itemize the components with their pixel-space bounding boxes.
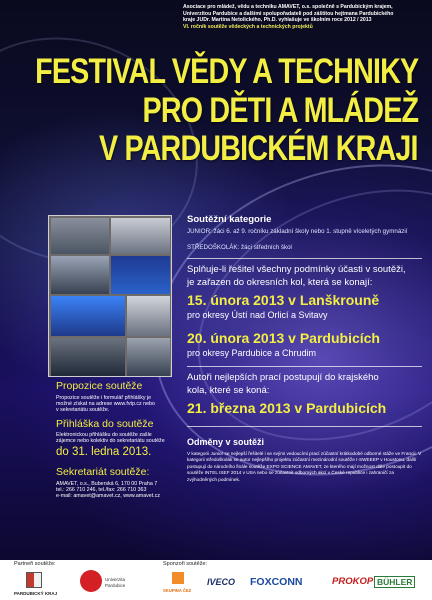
partner-univerzita-line1: Univerzita (105, 577, 126, 582)
sekretariat-text (56, 481, 174, 500)
propozice-heading: Propozice soutěže (56, 380, 143, 392)
sponsor-iveco: IVECO (207, 577, 236, 587)
categories-heading: Soutěžní kategorie (187, 214, 272, 225)
conditions-line: Splňuje-li řešitel všechny podmínky účasti v soutěži, (187, 264, 406, 275)
round-2-districts: pro okresy Pardubice a Chrudim (187, 348, 317, 358)
conditions-line: je zařazen do okresních kol, která se konají: (187, 277, 373, 288)
univerzita-pardubice-logo (80, 570, 102, 592)
photo (51, 218, 109, 254)
intro-line: kraje JUDr. Martina Netolického, Ph.D. vyhlašuje ve školním roce 2012 / 2013 (183, 17, 372, 24)
divider (187, 426, 422, 427)
sponsor-buhler: BÜHLER (374, 576, 415, 588)
divider (187, 366, 422, 367)
photo (127, 296, 170, 336)
prihlaska-text (56, 432, 174, 444)
sponsor-foxconn: FOXCONN (250, 576, 303, 588)
photo-collage (48, 215, 172, 377)
category-stredoskolak: STŘEDOŠKOLÁK: žáci středních škol (187, 244, 292, 251)
sekretariat-email: e-mail: amavet@amavet.cz, www.amavet.cz (56, 493, 160, 500)
photo (51, 338, 125, 376)
propozice-line: možné získat na adrese www.fvtp.cz nebo (56, 401, 155, 408)
cez-logo (172, 572, 184, 584)
title-line-2: PRO DĚTI A MLÁDEŽ (142, 91, 418, 130)
intro-line: Univerzitou Pardubice a dalšími spolupořadateli pod záštitou hejtmana Pardubického (183, 10, 394, 17)
partners-label: Partneři soutěže: (14, 561, 56, 567)
title-line-1: FESTIVAL VĚDY A TECHNIKY (34, 52, 418, 91)
round-1-date: 15. února 2013 v Lanškrouně (187, 292, 380, 308)
title-line-3: V PARDUBICKÉM KRAJI (99, 129, 418, 168)
footer (0, 560, 432, 600)
category-junior: JUNIOR: žáci 6. až 9. ročníku základní školy nebo 1. stupně víceletých gymnázií (187, 228, 408, 235)
sponsor-cez: SKUPINA ČEZ (163, 588, 192, 593)
photo (111, 256, 170, 294)
intro-line: Asociace pro mládež, vědu a techniku AMAVET, o.s. společně s Pardubickým krajem, (183, 4, 393, 10)
prihlaska-deadline: do 31. ledna 2013. (56, 446, 152, 458)
prihlaska-line: zájemce nebo kolektiv do sekretariátu soutěže (56, 438, 165, 445)
pardubicky-kraj-logo (26, 572, 42, 588)
sponsor-prokop: PROKOP (332, 576, 374, 587)
regional-line: kola, které se koná: (187, 385, 270, 396)
round-2-date: 20. února 2013 v Pardubicích (187, 330, 380, 346)
sekretariat-heading: Sekretariát soutěže: (56, 466, 150, 478)
odmeny-heading: Odměny v soutěži (187, 437, 265, 447)
divider (187, 258, 422, 259)
regional-line: Autoři nejlepších prací postupují do krajského (187, 372, 379, 383)
regional-date: 21. března 2013 v Pardubicích (187, 400, 387, 416)
partner-univerzita-line2: Pardubice (105, 583, 126, 588)
photo (51, 256, 109, 294)
odmeny-text: V kategorii Junior se nejlepší řešitelé i se svými vedoucími prací zúčastní krátkodobé odborné stáže ve Francii. V kategorii středoškolák se autor nejlepšího projektu zúčastní mezinárodní soutěže I-SWEEEP v Houstonu, další postupují do národního finále soutěže EXPO SCIENCE AMAVET, ze kterého mají možnost dále postoupit do soutěže INTEL ISEF 2014 v USA nebo se zúčastnit odborných akcí v České republice i zahraničí za zvýhodněných podmínek. (187, 451, 422, 482)
prihlaska-heading: Přihláška do soutěže (56, 418, 154, 430)
partner-pardubicky-kraj: PARDUBICKÝ KRAJ (14, 591, 58, 596)
photo (111, 218, 170, 254)
sekretariat-phone: tel.: 266 710 246, tel./fax: 266 710 363 (56, 487, 147, 494)
prihlaska-line: Elektronickou přihlášku do soutěže zašle (56, 432, 152, 438)
sekretariat-address: AMAVET, o.s., Buberská 6, 170 00 Praha 7 (56, 481, 158, 487)
propozice-text (56, 395, 174, 414)
intro-text (183, 4, 423, 30)
propozice-line: Propozice soutěže i formulář přihlášky je (56, 395, 152, 401)
propozice-line: v sekretariátu soutěže. (56, 407, 110, 414)
intro-line: VI. ročník soutěže vědeckých a technických projektů (183, 23, 313, 30)
sponsors-label: Sponzoři soutěže: (163, 561, 208, 567)
round-1-districts: pro okresy Ústí nad Orlicí a Svitavy (187, 310, 328, 320)
photo (51, 296, 125, 336)
photo (127, 338, 170, 376)
